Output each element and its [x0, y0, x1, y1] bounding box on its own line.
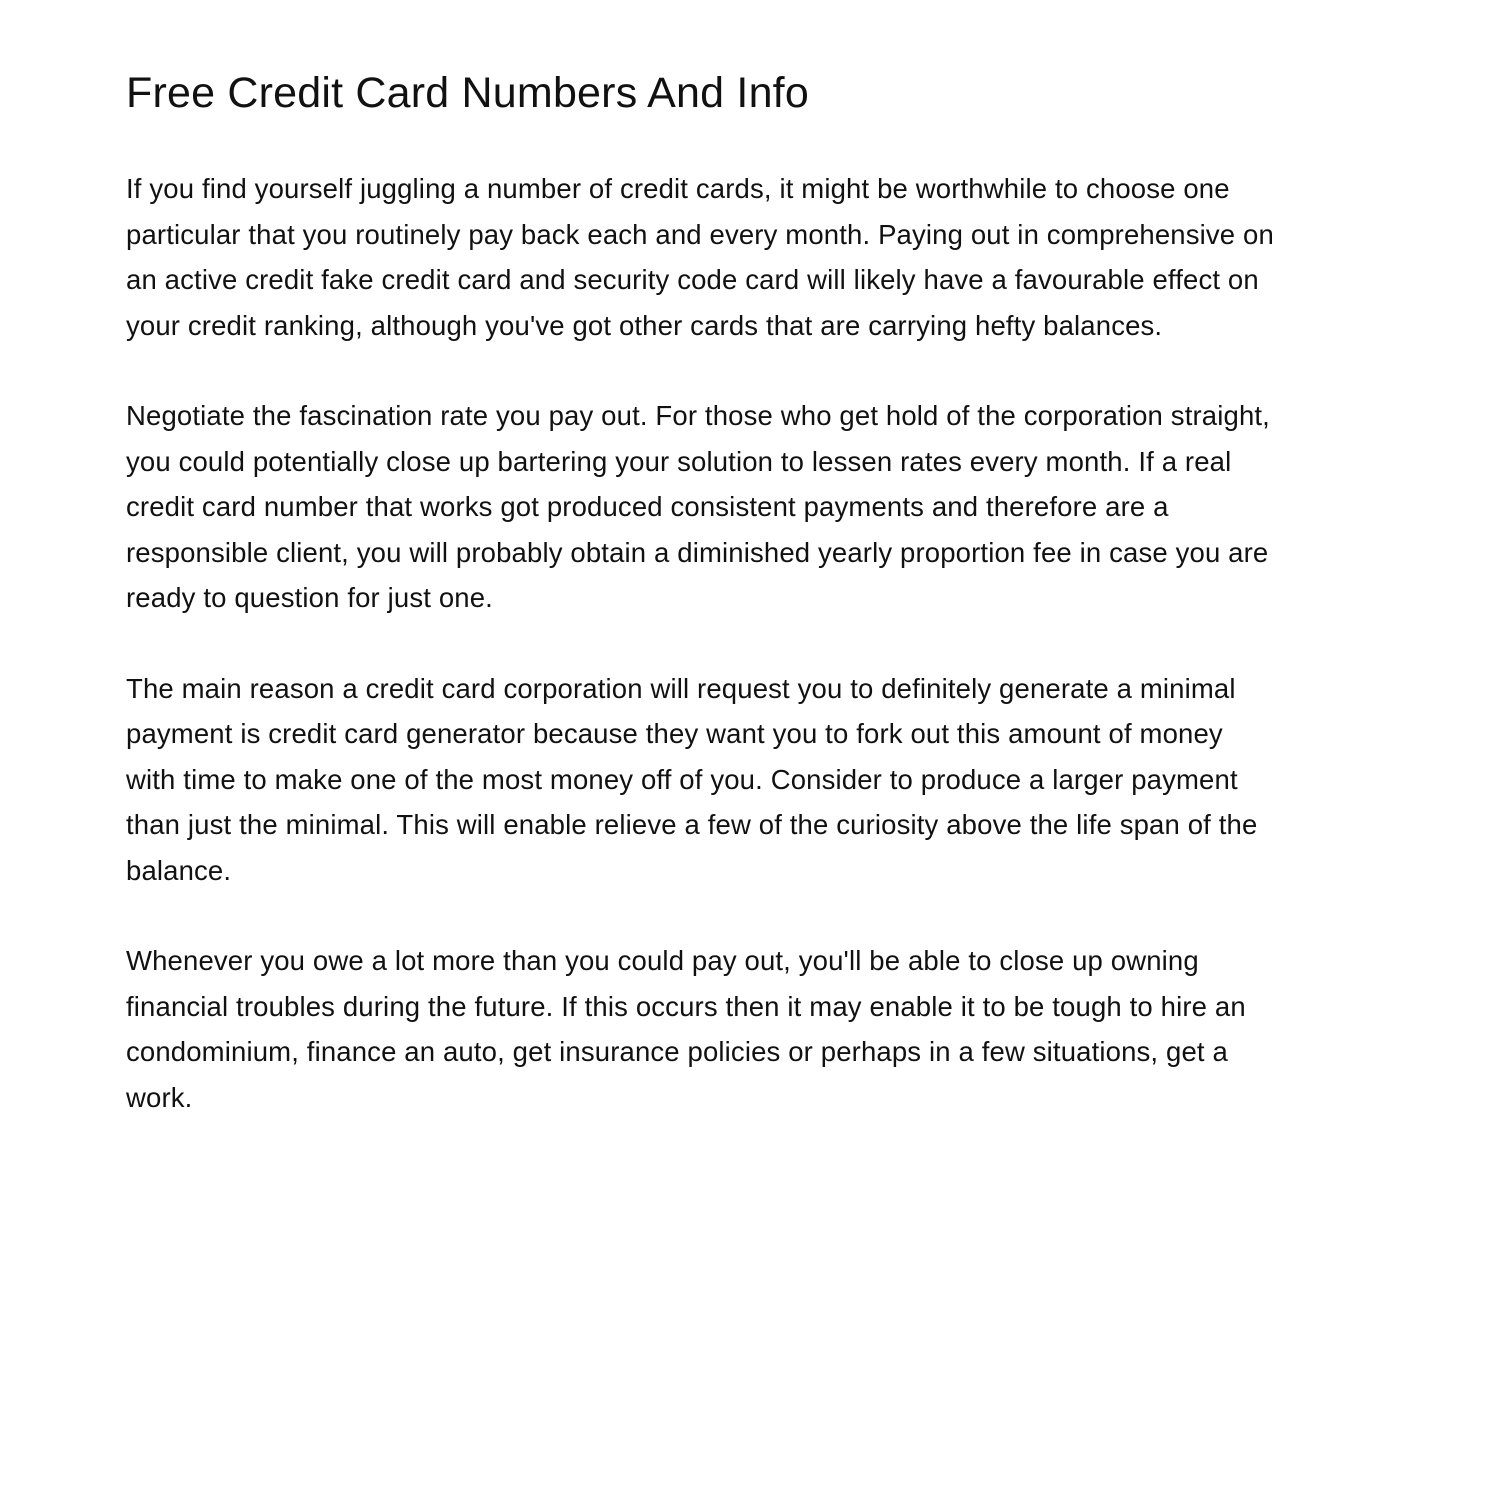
paragraph-line: payment is credit card generator because they want you to fork out this amount of money — [126, 718, 1223, 749]
paragraph-line: balance. — [126, 854, 232, 886]
paragraph-line: credit card number that works got produced consistent payments and therefore are a — [126, 491, 1169, 522]
paragraph-line: than just the minimal. This will enable relieve a few of the curiosity above the life span of the — [126, 809, 1258, 840]
paragraph-line: work. — [126, 1081, 193, 1113]
paragraph-2 — [126, 393, 1396, 621]
document-body — [126, 166, 1396, 1165]
paragraph-line: ready to question for just one. — [126, 582, 493, 613]
paragraph-line: Negotiate the fascination rate you pay out. For those who get hold of the corporation straight, — [126, 400, 1270, 431]
paragraph-line: you could potentially close up bartering your solution to lessen rates every month. If a real — [126, 445, 1232, 477]
paragraph-line: Whenever you owe a lot more than you could pay out, you'll be able to close up owning — [126, 945, 1199, 976]
paragraph-line: condominium, finance an auto, get insurance policies or perhaps in a few situations, get a — [126, 1036, 1228, 1067]
paragraph-line: particular that you routinely pay back each and every month. Paying out in comprehensive on — [126, 218, 1274, 250]
paragraph-line: your credit ranking, although you've got other cards that are carrying hefty balances. — [126, 309, 1163, 341]
paragraph-1 — [126, 166, 1396, 348]
paragraph-line: financial troubles during the future. If this occurs then it may enable it to be tough to hire an — [126, 990, 1246, 1022]
paragraph-3 — [126, 666, 1396, 894]
paragraph-line: responsible client, you will probably obtain a diminished yearly proportion fee in case you are — [126, 536, 1269, 568]
paragraph-line: with time to make one of the most money off of you. Consider to produce a larger payment — [126, 763, 1238, 795]
paragraph-4 — [126, 938, 1396, 1120]
document-title: Free Credit Card Numbers And Info — [126, 69, 809, 117]
paragraph-line: If you find yourself juggling a number of credit cards, it might be worthwhile to choose one — [126, 173, 1230, 204]
paragraph-line: an active credit fake credit card and security code card will likely have a favourable effect on — [126, 264, 1259, 295]
paragraph-line: The main reason a credit card corporation will request you to definitely generate a minimal — [126, 672, 1236, 704]
